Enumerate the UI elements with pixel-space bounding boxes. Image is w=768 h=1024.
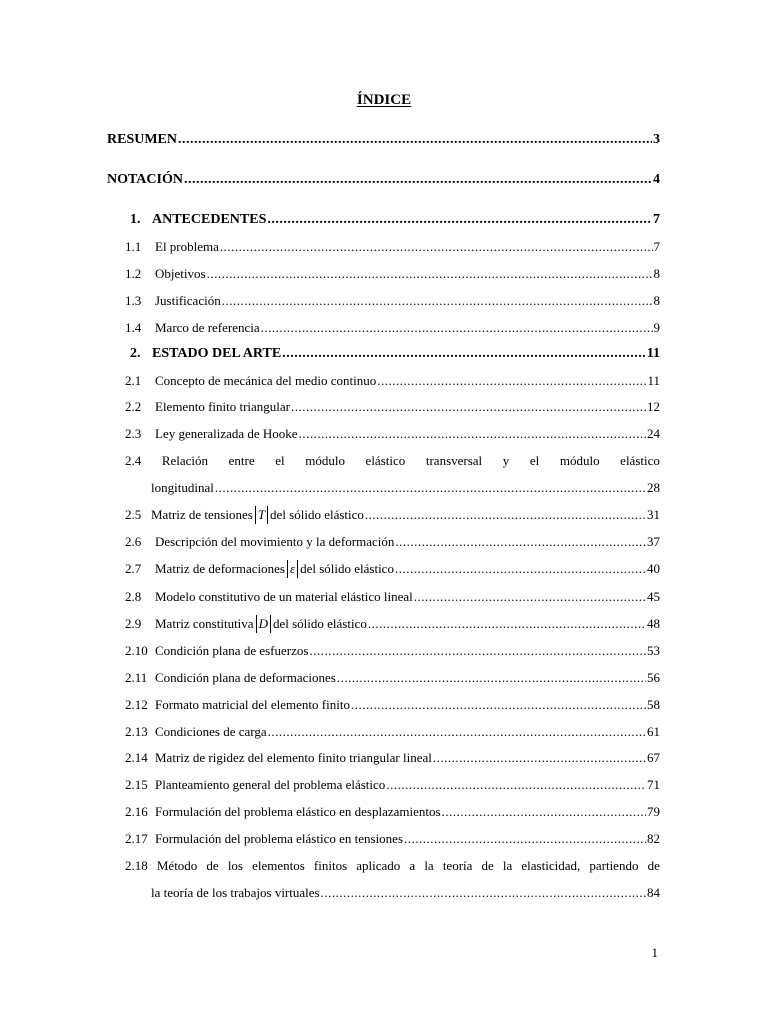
toc-entry-1-4[interactable]: [125, 319, 660, 337]
toc-page: 48: [647, 616, 660, 631]
entry-label: longitudinal: [151, 480, 214, 495]
leader-dots: [404, 830, 646, 848]
leader-dots: [414, 588, 646, 606]
entry-label: Concepto de mecánica del medio continuo: [155, 373, 377, 388]
toc-label: NOTACIÓN: [107, 172, 183, 187]
entry-number: 1.4: [125, 320, 142, 335]
entry-word: elástico: [620, 453, 660, 468]
entry-label: Matriz de rigidez del elemento finito triangular lineal: [155, 750, 432, 765]
leader-dots: [222, 292, 653, 310]
entry-number: 1.2: [125, 266, 142, 281]
toc-page: 45: [647, 589, 660, 604]
entry-number: 2.4: [125, 453, 142, 468]
toc-page: 79: [647, 804, 660, 819]
leader-dots: [395, 533, 646, 551]
entry-word: la: [502, 858, 513, 873]
entry-number: 2.10: [125, 643, 148, 658]
entry-word: teoría: [442, 858, 473, 873]
toc-page: 37: [647, 534, 660, 549]
entry-word: Relación: [161, 453, 209, 468]
page-number: 1: [651, 945, 658, 960]
toc-page: 84: [647, 885, 660, 900]
toc-page: 24: [647, 426, 660, 441]
leader-dots: [282, 345, 646, 363]
toc-page: 40: [647, 561, 660, 576]
toc-page: 53: [647, 643, 660, 658]
entry-number: 2.3: [125, 426, 142, 441]
entry-label: Matriz de deformaciones: [155, 561, 285, 576]
toc-entry-2-6[interactable]: [125, 533, 660, 551]
toc-page: 8: [653, 293, 660, 308]
entry-label: Ley generalizada de Hooke: [155, 426, 298, 441]
toc-page: 7: [653, 212, 660, 227]
entry-label: Condición plana de esfuerzos: [155, 643, 309, 658]
entry-word: partiendo: [589, 858, 639, 873]
matrix-symbol: D: [256, 615, 271, 633]
leader-dots: [207, 265, 653, 283]
entry-label-suffix: del sólido elástico: [300, 561, 394, 576]
toc-page: 12: [647, 399, 660, 414]
entry-number: 2.7: [125, 561, 142, 576]
entry-word: de: [206, 858, 219, 873]
entry-word: módulo: [305, 453, 345, 468]
entry-number: 2.2: [125, 399, 142, 414]
entry-label-suffix: del sólido elástico: [270, 507, 364, 522]
leader-dots: [321, 884, 646, 902]
toc-entry-2-11[interactable]: [125, 669, 660, 687]
toc-entry-2-9[interactable]: [125, 615, 660, 633]
toc-entry-2-17[interactable]: [125, 830, 660, 848]
leader-dots: [351, 696, 646, 714]
leader-dots: [268, 723, 646, 741]
entry-word: el: [529, 453, 540, 468]
entry-label: Condición plana de deformaciones: [155, 670, 336, 685]
leader-dots: [395, 560, 646, 578]
toc-entry-2-2[interactable]: [125, 398, 660, 416]
entry-label: Marco de referencia: [155, 320, 260, 335]
matrix-symbol: ε: [287, 560, 298, 578]
toc-page: 4: [653, 172, 660, 187]
entry-label: Matriz constitutiva: [155, 616, 254, 631]
toc-entry-2-8[interactable]: [125, 588, 660, 606]
leader-dots: [261, 319, 653, 337]
chapter-label: ESTADO DEL ARTE: [152, 346, 282, 361]
toc-entry-notacion[interactable]: [107, 171, 660, 189]
toc-entry-2-18-line2[interactable]: [151, 884, 660, 902]
toc-page: 82: [647, 831, 660, 846]
leader-dots: [365, 506, 646, 524]
toc-entry-1-3[interactable]: [125, 292, 660, 310]
leader-dots: [433, 749, 646, 767]
entry-number: 1.3: [125, 293, 142, 308]
entry-label: Descripción del movimiento y la deformación: [155, 534, 395, 549]
leader-dots: [267, 211, 652, 229]
toc-entry-2-14[interactable]: [125, 749, 660, 767]
entry-number: 2.11: [125, 670, 148, 685]
entry-word: de: [481, 858, 494, 873]
entry-label: Justificación: [155, 293, 221, 308]
chapter-number: 2.: [130, 346, 141, 361]
entry-label: Formato matricial del elemento finito: [155, 697, 350, 712]
toc-page: 28: [647, 480, 660, 495]
toc-page: 9: [653, 320, 660, 335]
entry-number: 2.18: [125, 858, 148, 873]
entry-number: 2.9: [125, 616, 142, 631]
leader-dots: [215, 479, 646, 497]
entry-number: 2.16: [125, 804, 148, 819]
leader-dots: [291, 398, 646, 416]
entry-number: 2.5: [125, 507, 142, 522]
entry-number: 2.12: [125, 697, 148, 712]
toc-entry-2-4-line1[interactable]: [125, 452, 660, 470]
entry-number: 2.14: [125, 750, 148, 765]
index-title: ÍNDICE: [356, 92, 412, 108]
entry-word: elasticidad,: [521, 858, 581, 873]
entry-word: elástico: [365, 453, 406, 468]
toc-entry-1-1[interactable]: [125, 238, 660, 256]
toc-entry-1-2[interactable]: [125, 265, 660, 283]
entry-word: los: [227, 858, 243, 873]
leader-dots: [309, 642, 646, 660]
leader-dots: [368, 615, 646, 633]
entry-number: 2.17: [125, 831, 148, 846]
entry-word: aplicado: [356, 858, 401, 873]
toc-page: 61: [647, 724, 660, 739]
toc-page: 8: [653, 266, 660, 281]
entry-word: finitos: [313, 858, 348, 873]
toc-entry-2-10[interactable]: [125, 642, 660, 660]
leader-dots: [386, 776, 646, 794]
entry-word: módulo: [559, 453, 600, 468]
leader-dots: [178, 131, 652, 149]
entry-word: transversal: [425, 453, 483, 468]
toc-entry-2-12[interactable]: [125, 696, 660, 714]
entry-word: la: [424, 858, 434, 873]
entry-label: El problema: [155, 239, 219, 254]
entry-label: Formulación del problema elástico en desplazamientos: [155, 804, 441, 819]
toc-chapter-2[interactable]: [130, 345, 660, 363]
toc-entry-2-4-line2[interactable]: [151, 479, 660, 497]
leader-dots: [220, 238, 653, 256]
entry-label: la teoría de los trabajos virtuales: [151, 885, 320, 900]
entry-word: a: [409, 858, 416, 873]
entry-label: Modelo constitutivo de un material elástico lineal: [155, 589, 413, 604]
toc-page: 71: [647, 777, 660, 792]
entry-label: Elemento finito triangular: [155, 399, 291, 414]
toc-page: 56: [647, 670, 660, 685]
toc-page: 31: [647, 507, 660, 522]
entry-label: Objetivos: [155, 266, 206, 281]
entry-number: 1.1: [125, 239, 142, 254]
entry-label-suffix: del sólido elástico: [272, 616, 367, 631]
toc-page: 58: [647, 697, 660, 712]
entry-label: Formulación del problema elástico en tensiones: [155, 831, 404, 846]
toc-entry-2-7[interactable]: [125, 560, 660, 578]
entry-number: 2.8: [125, 589, 142, 604]
toc-page: 11: [646, 346, 660, 361]
leader-dots: [377, 372, 646, 390]
toc-page: 3: [653, 132, 660, 147]
entry-word: el: [275, 453, 285, 468]
chapter-number: 1.: [130, 212, 141, 227]
toc-label: RESUMEN: [107, 132, 178, 147]
toc-entry-2-3[interactable]: [125, 425, 660, 443]
entry-word: entre: [228, 453, 255, 468]
matrix-symbol: T: [255, 506, 268, 524]
entry-label: Planteamiento general del problema elástico: [155, 777, 386, 792]
entry-number: 2.1: [125, 373, 142, 388]
toc-entry-resumen[interactable]: [107, 131, 660, 149]
toc-entry-2-5[interactable]: [125, 506, 660, 524]
leader-dots: [184, 171, 652, 189]
entry-word: elementos: [252, 858, 305, 873]
leader-dots: [337, 669, 646, 687]
toc-chapter-1[interactable]: [130, 211, 660, 229]
leader-dots: [442, 803, 646, 821]
toc-page: 7: [653, 239, 660, 254]
entry-label: Condiciones de carga: [155, 724, 267, 739]
toc-entry-2-1[interactable]: [125, 372, 660, 390]
entry-word: Método: [156, 858, 198, 873]
entry-number: 2.6: [125, 534, 142, 549]
toc-entry-2-15[interactable]: [125, 776, 660, 794]
toc-entry-2-16[interactable]: [125, 803, 660, 821]
chapter-label: ANTECEDENTES: [152, 212, 267, 227]
toc-entry-2-18-line1[interactable]: [125, 857, 660, 875]
toc-page: 67: [647, 750, 660, 765]
toc-entry-2-13[interactable]: [125, 723, 660, 741]
toc-page: 11: [647, 373, 660, 388]
entry-label: Matriz de tensiones: [151, 507, 253, 522]
entry-number: 2.13: [125, 724, 148, 739]
entry-word: y: [502, 453, 510, 468]
entry-number: 2.15: [125, 777, 148, 792]
entry-word: de: [647, 858, 660, 873]
leader-dots: [299, 425, 646, 443]
